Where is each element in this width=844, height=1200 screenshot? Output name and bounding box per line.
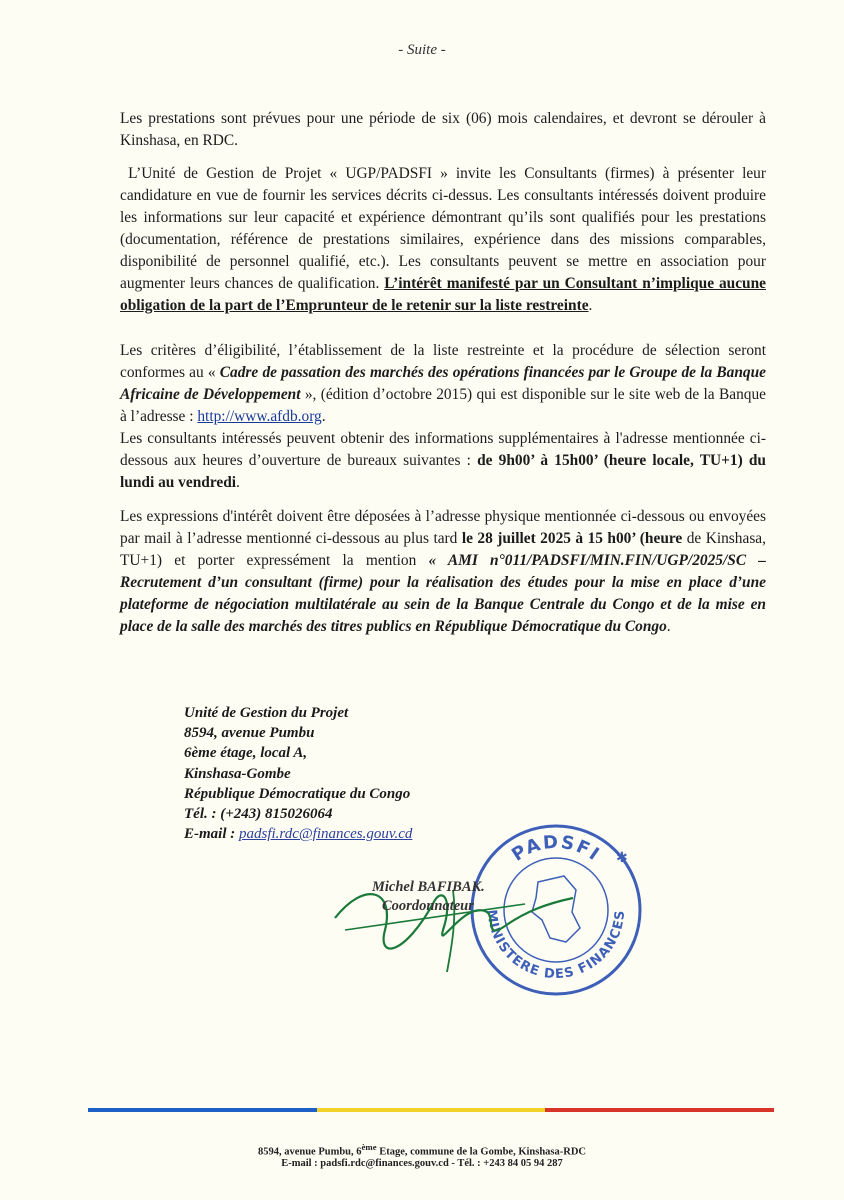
suite-header: - Suite - [398,42,446,58]
invitation-notice: L’intérêt manifesté par un Consultant n’implique aucune obligation de la part de l’Emprunteur de le retenir sur la liste restreinte [120,275,766,314]
framework-title: Cadre de passation des marchés des opérations financées par le Groupe de la Banque Africaine de Développement [120,364,766,403]
office-hours: de 9h00’ à 15h00’ (heure locale, TU+1) du lundi au vendredi [120,452,766,491]
footer-address: 8594, avenue Pumbu, 6ème Etage, commune de la Gombe, Kinshasa-RDC [257,1142,587,1158]
ami-reference: « AMI n°011/PADSFI/MIN.FIN/UGP/2025/SC – Recrutement d’un consultant (firme) pour la réalisation des études pour la mise en place d’une plateforme de négociation multilatérale au sein de la Banque Centrale du Congo et de la mise en place de la salle des marchés des titres publics en République Démocratique du Congo [120,552,767,635]
bar-blue [88,1108,317,1112]
invitation-text: L’Unité de Gestion de Projet « UGP/PADSFI » invite les Consultants (firmes) à présenter leur candidature en vue de fournir les services décrits ci-dessus. Les consultants intéressés doivent produire les informations sur leur capacité et expérience démontrant qu’ils sont qualifiés pour les prestations (documentation, référence de prestations similaires, expérience dans des missions comparables, disponibilité de personnel qualifié, etc.). Les consultants peuvent se mettre en association pour augmenter leurs chances de qualification. [120,165,766,292]
paragraph-submission: Les expressions d'intérêt doivent être déposées à l’adresse physique mentionnée ci-dessous ou envoyées par mail à l’adresse mentionné ci-dessous au plus tard le 28 juillet 2025 à 15 h00’ (heure de Kinshasa, TU+1) et porter expressément la mention « AMI n°011/PADSFI/MIN.FIN/UGP/2025/SC – Recrutement d’un consultant (firme) pour la réalisation des études pour la mise en place d’une plateforme de négociation multilatérale au sein de la Banque Centrale du Congo et de la mise en place de la salle des marchés des titres publics en République Démocratique du Congo. [120,508,767,635]
address-block: Unité de Gestion du Projet 8594, avenue Pumbu 6ème étage, local A, Kinshasa-Gombe République Démocratique du Congo Tél. : (+243) 815026064 E-mail : padsfi.rdc@finances.gouv.cd [184,705,413,843]
stamp-top-text: PADSFI [508,831,605,866]
bar-red [545,1108,774,1112]
afdb-link[interactable]: http://www.afdb.org [197,408,322,425]
email-link[interactable]: padsfi.rdc@finances.gouv.cd [239,826,413,843]
signature-block [372,878,485,916]
paragraph-eligibility: Les critères d’éligibilité, l’établissement de la liste restreinte et la procédure de sélection seront conformes au « Cadre de passation des marchés des opérations financées par le Groupe de la Banque Africaine de Développement », (édition d’octobre 2015) qui est disponible sur le site web de la Banque à l’adresse : http://www.afdb.org. [120,342,766,425]
paragraph-duration: Les prestations sont prévues pour une période de six (06) mois calendaires, et devront se dérouler à Kinshasa, en RDC. [120,110,766,149]
stamp-ring-text: MINISTERE DES FINANCES [483,908,629,983]
flag-color-bar [88,1108,774,1112]
bar-yellow [317,1108,546,1112]
signatory-name: Michel BAFIBAK. [372,879,485,895]
star-icon: ✱ [616,850,628,866]
footer-contact: E-mail : padsfi.rdc@finances.gouv.cd - Tél. : +243 84 05 94 287 [281,1158,563,1169]
paragraph-office-hours: Les consultants intéressés peuvent obtenir des informations supplémentaires à l'adresse mentionnée ci-dessous aux heures d’ouverture de bureaux suivantes : de 9h00’ à 15h00’ (heure locale, TU+1) du lundi au vendredi. [120,430,766,491]
signatory-title: Coordonnateur [382,898,474,914]
deadline: le 28 juillet 2025 à 15 h00’ (heure [461,530,683,547]
paragraph-invitation: L’Unité de Gestion de Projet « UGP/PADSFI » invite les Consultants (firmes) à présenter leur candidature en vue de fournir les services décrits ci-dessus. Les consultants intéressés doivent produire les informations sur leur capacité et expérience démontrant qu’ils sont qualifiés pour les prestations (documentation, référence de prestations similaires, expérience dans des missions comparables, disponibilité de personnel qualifié, etc.). Les consultants peuvent se mettre en association pour augmenter leurs chances de qualification. L’intérêt manifesté par un Consultant n’implique aucune obligation de la part de l’Emprunteur de le retenir sur la liste restreinte. [120,165,766,314]
